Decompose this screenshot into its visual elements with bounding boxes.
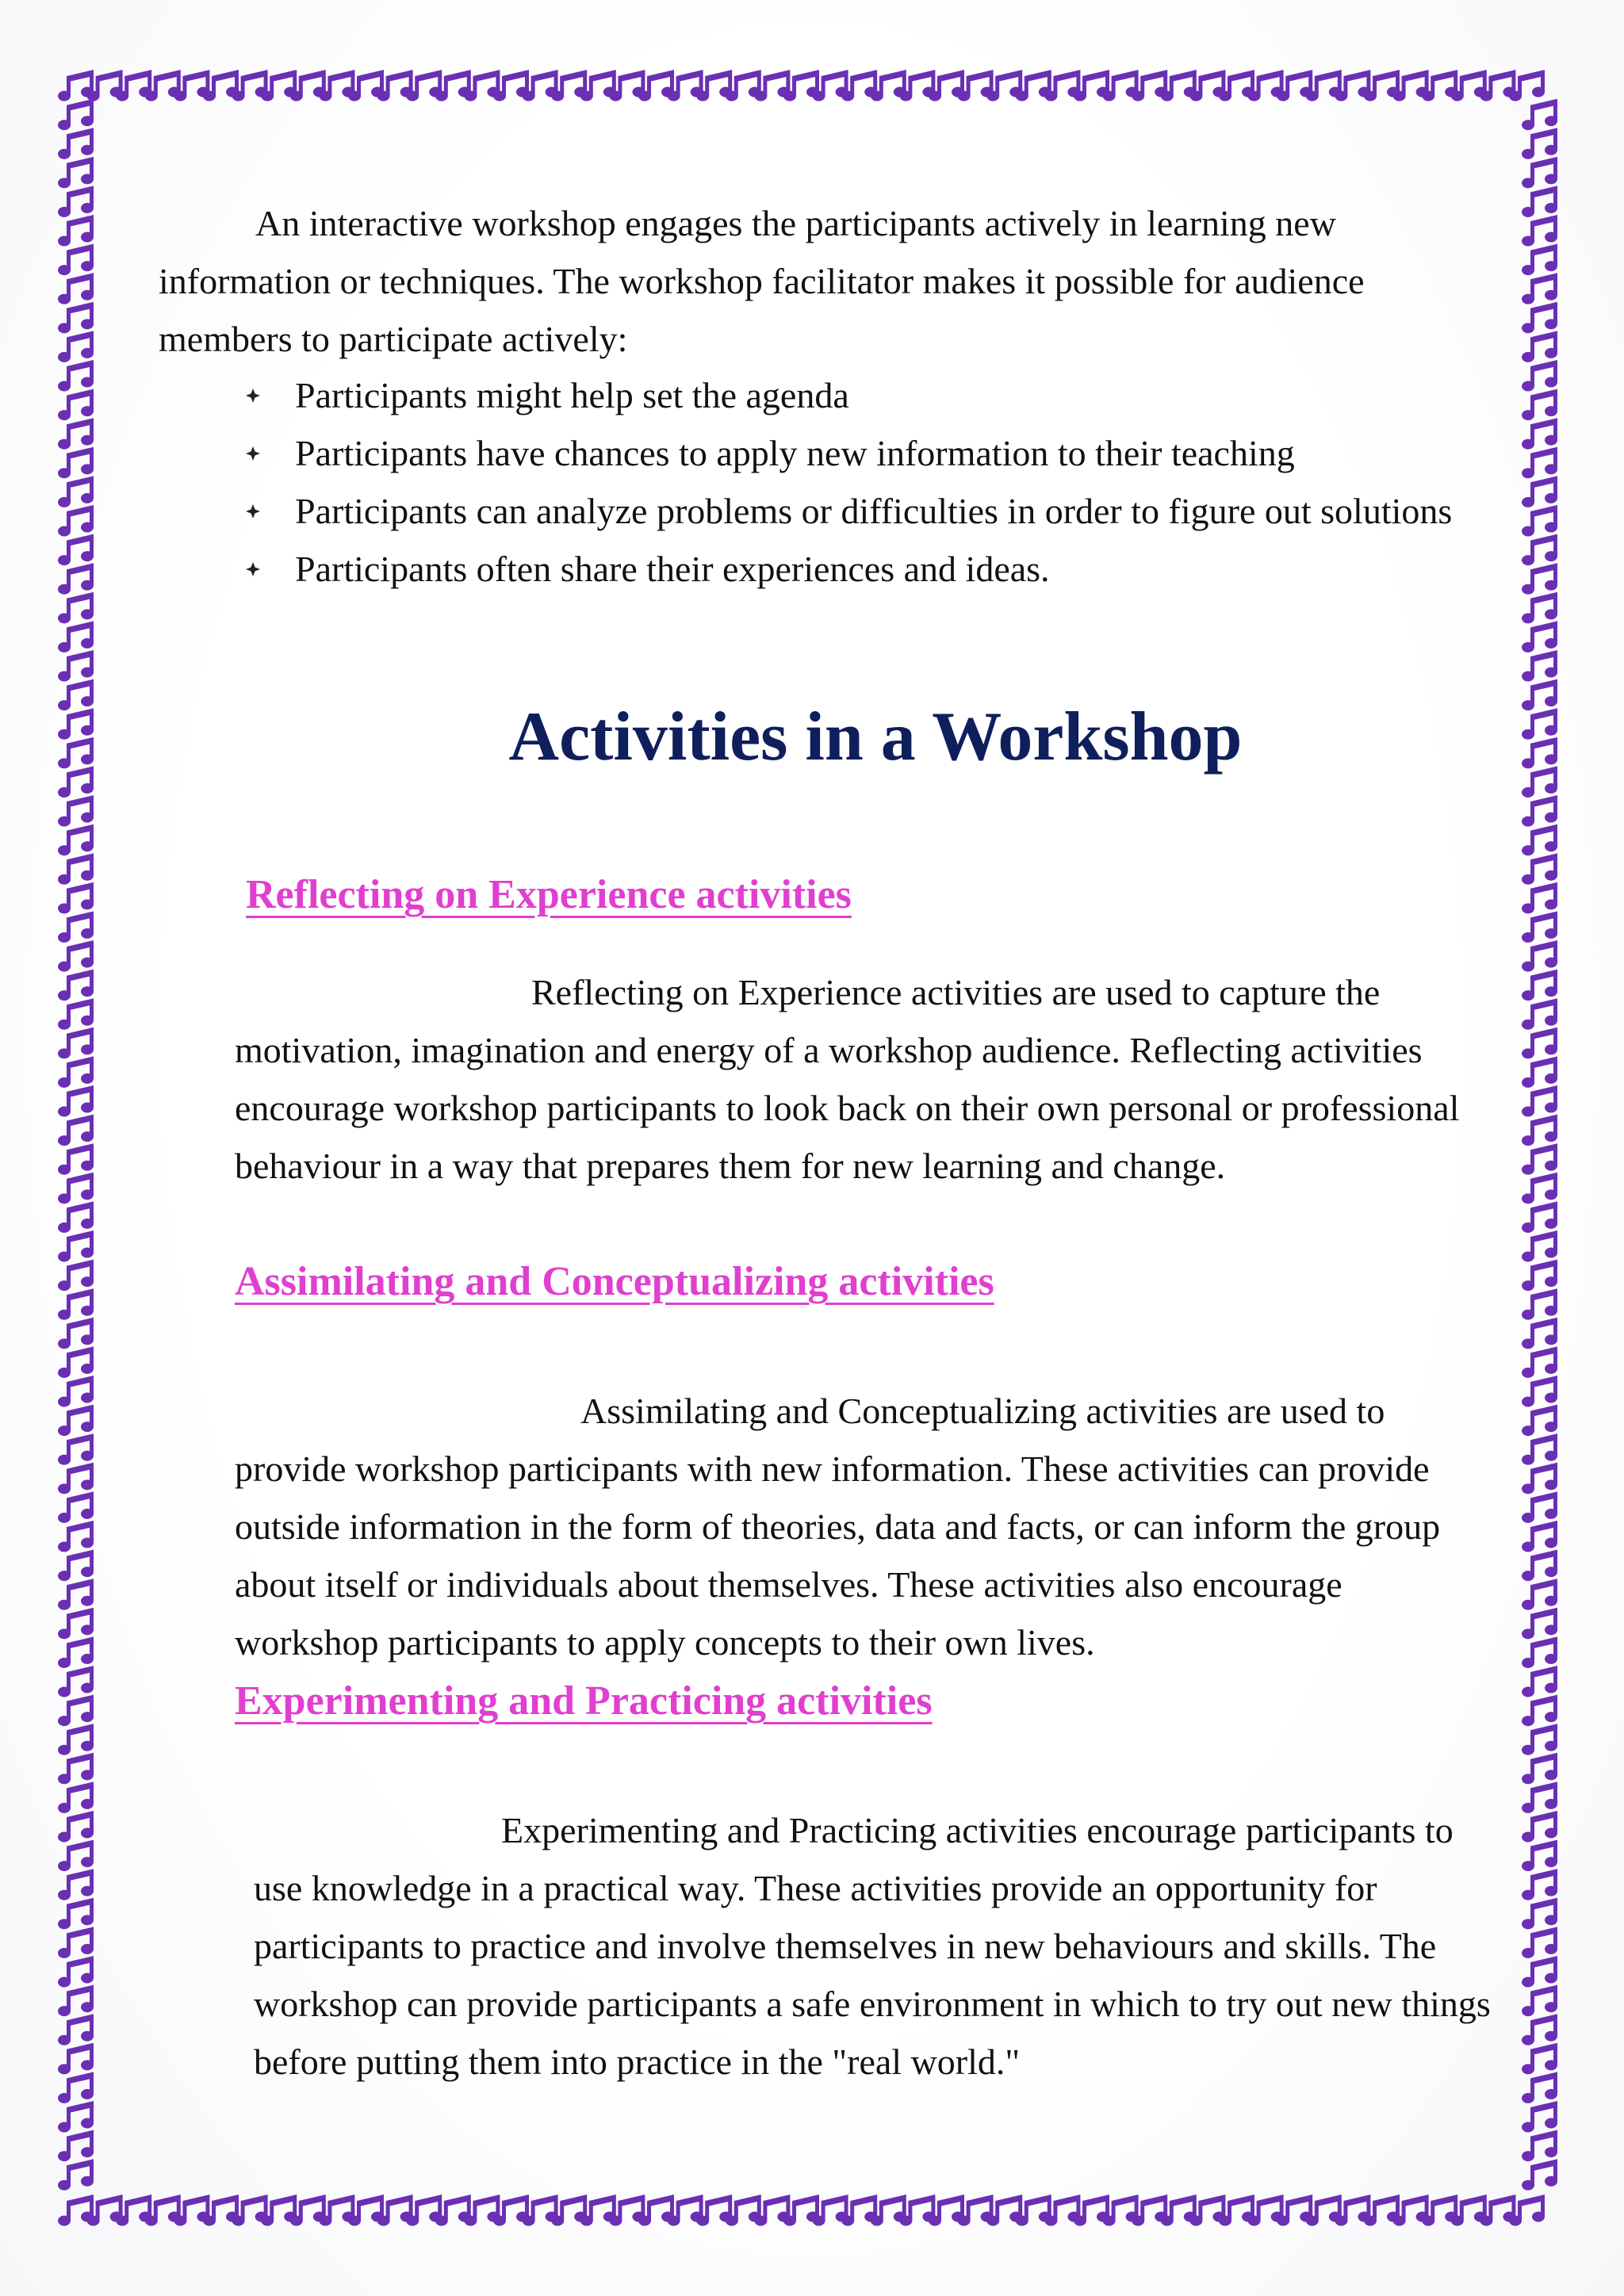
section-body-reflecting: Reflecting on Experience activities are used to capture the motivation, imagination and energy of a workshop audience. Reflecting activities encourage workshop participants to look back on their own personal or professional behaviour in a way that prepares them for new learning and change. xyxy=(235,972,1460,1186)
diamond-bullet-icon xyxy=(246,388,260,403)
page-title: Activities in a Workshop xyxy=(508,698,1243,775)
section-body-assimilating: Assimilating and Conceptualizing activities are used to provide workshop participants with new information. These activities can provide outside information in the form of theories, data and facts, or can inform the group about itself or individuals about themselves. These activities also encourage workshop participants to apply concepts to their own lives. xyxy=(235,1391,1441,1663)
section-body-experimenting: Experimenting and Practicing activities encourage participants to use knowledge in a practical way. These activities provide an opportunity for participants to practice and involve themselves in new behaviours and skills. The workshop can provide participants a safe environment in which to try out new things before putting them into practice in the "real world." xyxy=(254,1810,1491,2082)
list-item xyxy=(241,540,1478,598)
bullet-text: Participants have chances to apply new information to their teaching xyxy=(295,433,1295,473)
list-item xyxy=(241,366,1478,424)
intro-paragraph: An interactive workshop engages the participants actively in learning new information or techniques. The workshop facilitator makes it possible for audience members to participate actively: xyxy=(159,203,1365,359)
list-item xyxy=(241,424,1478,482)
diamond-bullet-icon xyxy=(246,446,260,461)
list-item xyxy=(241,482,1478,540)
bullet-text: Participants often share their experiences and ideas. xyxy=(295,549,1050,589)
section-heading-reflecting: Reflecting on Experience activities xyxy=(246,872,852,917)
bullet-list xyxy=(241,366,1478,598)
section-heading-experimenting: Experimenting and Practicing activities xyxy=(235,1678,933,1724)
section-heading-assimilating: Assimilating and Conceptualizing activities xyxy=(235,1259,994,1304)
bullet-text: Participants might help set the agenda xyxy=(295,375,849,415)
diamond-bullet-icon xyxy=(246,504,260,519)
bullet-text: Participants can analyze problems or difficulties in order to figure out solutions xyxy=(295,491,1453,531)
diamond-bullet-icon xyxy=(246,562,260,576)
